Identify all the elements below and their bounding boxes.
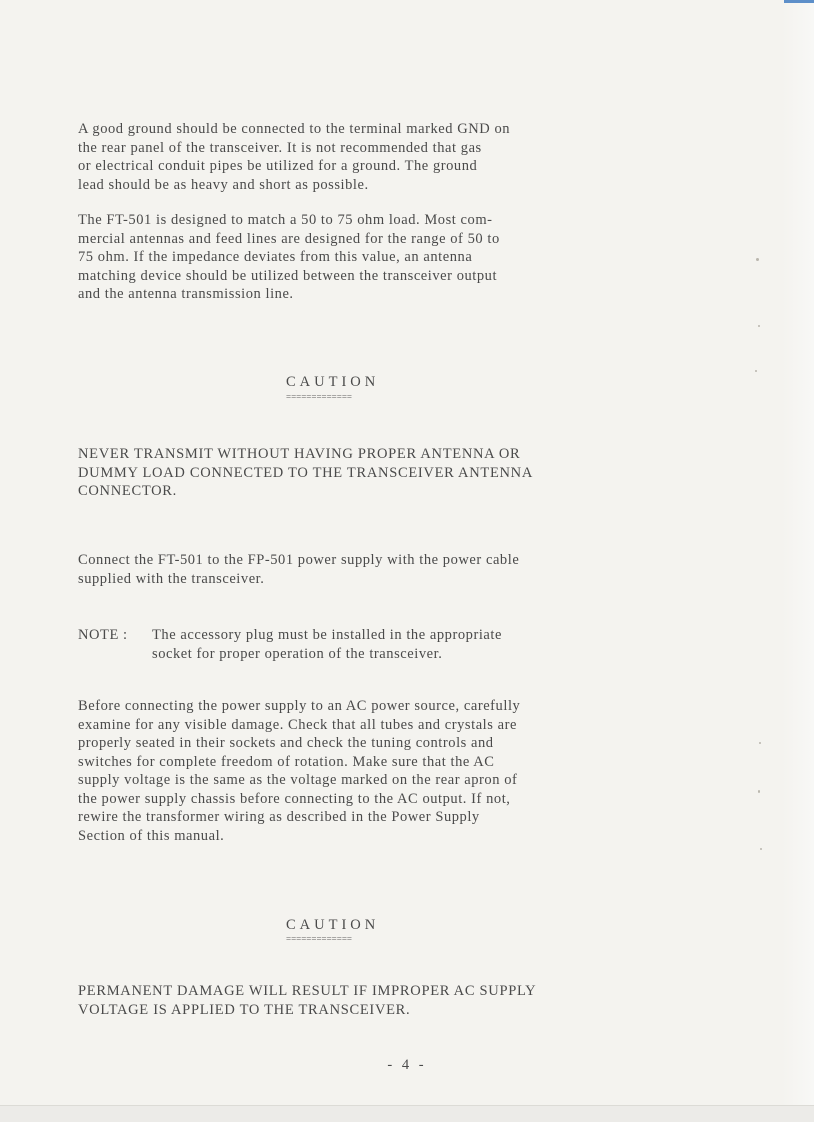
before-connecting-paragraph: Before connecting the power supply to an AC power source, carefully examine for any visible damage. Check that all tubes and crystals are properly seated in their sockets and check the tuning controls and switches for complete freedom of rotation. Make sure that the AC supply voltage is the same as the voltage marked on the rear apron of the power supply chassis before connecting to the AC output. If not, rewire the transformer wiring as described in the Power Supply Section of this manual.: [78, 698, 521, 844]
caution-underline-2: =============: [286, 934, 352, 944]
caution-heading-2: CAUTION: [286, 917, 380, 933]
impedance-paragraph: The FT-501 is designed to match a 50 to 75 ohm load. Most com- mercial antennas and feed lines are designed for the range of 50 to 75 ohm. If the impedance deviates from this value, an antenna matching device should be utilized between the transceiver output and the antenna transmission line.: [78, 212, 500, 302]
paper-speck: [755, 370, 757, 372]
note-label: NOTE :: [78, 627, 128, 643]
caution-underline-1: =============: [286, 392, 352, 402]
caution-text-1: NEVER TRANSMIT WITHOUT HAVING PROPER ANTENNA OR DUMMY LOAD CONNECTED TO THE TRANSCEIVER ANTENNA CONNECTOR.: [78, 446, 534, 499]
ground-paragraph: A good ground should be connected to the terminal marked GND on the rear panel of the transceiver. It is not recommended that gas or electrical conduit pipes be utilized for a ground. The ground lead should be as heavy and short as possible.: [78, 121, 511, 193]
page-bottom-edge: [0, 1105, 814, 1122]
note-block: [78, 626, 502, 663]
paper-speck: [760, 848, 762, 850]
paper-speck: [759, 742, 761, 744]
caution-heading-1: CAUTION: [286, 374, 380, 390]
paper-speck: [758, 325, 760, 327]
scan-corner-mark: [784, 0, 814, 3]
caution-text-2: PERMANENT DAMAGE WILL RESULT IF IMPROPER AC SUPPLY VOLTAGE IS APPLIED TO THE TRANSCEIVER.: [78, 983, 537, 1018]
note-text: The accessory plug must be installed in the appropriate socket for proper operation of the transceiver.: [152, 627, 502, 662]
paper-speck: [758, 790, 760, 793]
page-number: - 4 -: [387, 1057, 427, 1073]
page-edge-shadow: [782, 0, 814, 1122]
connect-paragraph: Connect the FT-501 to the FP-501 power supply with the power cable supplied with the transceiver.: [78, 552, 520, 587]
paper-speck: [756, 258, 759, 261]
